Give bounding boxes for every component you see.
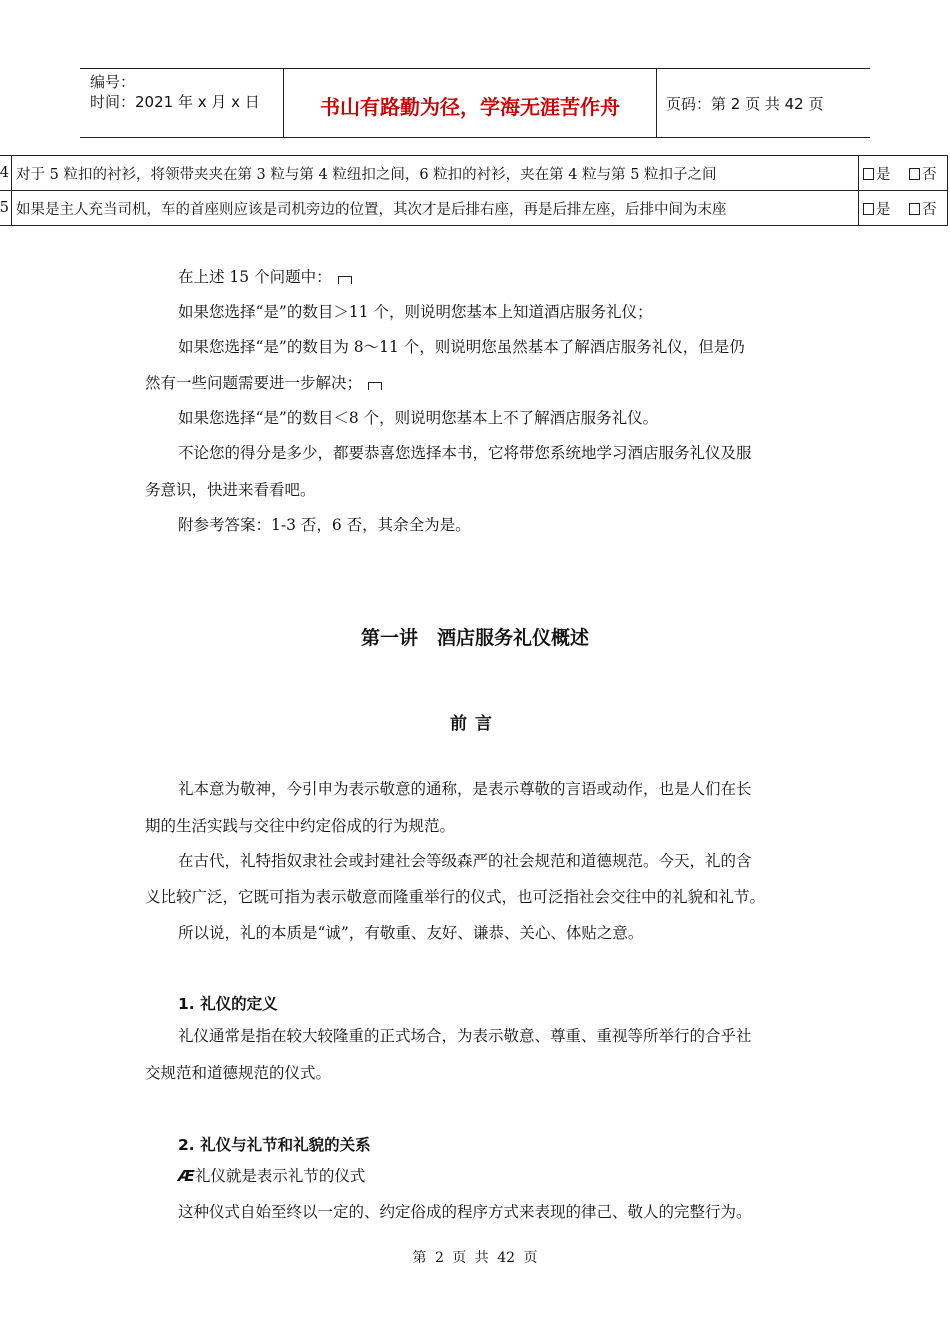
question-text: 如果是主人充当司机，车的首座则应该是司机旁边的位置，其次才是后排右座，再是后排左座，后排中间为末座 — [12, 191, 859, 226]
preface-paragraph-1: 礼本意为敬神，今引申为表示敬意的通称，是表示尊敬的言语或动作，也是人们在长 — [178, 780, 752, 798]
no-option[interactable]: 否 — [909, 163, 937, 184]
serial-label: 编号： — [90, 73, 136, 91]
section-2-bullet: Æ礼仪就是表示礼节的仪式 — [178, 1167, 366, 1185]
answer-options — [859, 156, 948, 191]
section-1-paragraph-cont: 交规范和道德规范的仪式。 — [145, 1064, 332, 1082]
preface-paragraph-3: 所以说，礼的本质是“诚”，有敬重、友好、谦恭、关心、体贴之意。 — [178, 924, 644, 942]
page-info: 页码：第 2 页 共 42 页 — [666, 95, 824, 113]
scoring-case-high: 如果您选择“是”的数目＞11 个，则说明您基本上知道酒店服务礼仪； — [178, 303, 653, 321]
preface-paragraph-1-cont: 期的生活实践与交往中约定俗成的行为规范。 — [145, 817, 456, 835]
checkbox-icon[interactable] — [909, 203, 920, 215]
bullet-glyph: Æ — [178, 1167, 195, 1185]
date-label: 时间：2021 年 x 月 x 日 — [90, 93, 260, 111]
preface-paragraph-2: 在古代，礼特指奴隶社会或封建社会等级森严的社会规范和道德规范。今天，礼的含 — [178, 852, 752, 870]
motto: 书山有路勤为径，学海无涯苦作舟 — [320, 95, 620, 119]
header-motto-cell — [283, 69, 657, 137]
preface-paragraph-2-cont: 义比较广泛，它既可指为表示敬意而隆重举行的仪式，也可泛指社会交往中的礼貌和礼节。 — [145, 888, 766, 906]
scoring-case-mid: 如果您选择“是”的数目为 8～11 个，则说明您虽然基本了解酒店服务礼仪，但是仍 — [178, 338, 745, 356]
section-1-title: 1. 礼仪的定义 — [178, 995, 278, 1013]
scoring-closing: 不论您的得分是多少，都要恭喜您选择本书，它将带您系统地学习酒店服务礼仪及服 — [178, 444, 752, 462]
section-2-paragraph: 这种仪式自始至终以一定的、约定俗成的程序方式来表现的律己、敬人的完整行为。 — [178, 1203, 752, 1221]
checkbox-icon[interactable] — [863, 203, 874, 215]
no-option[interactable]: 否 — [909, 198, 937, 219]
checkbox-icon[interactable] — [909, 168, 920, 180]
section-1-paragraph: 礼仪通常是指在较大较隆重的正式场合，为表示敬意、尊重、重视等所举行的合乎社 — [178, 1027, 752, 1045]
scoring-closing-cont: 务意识，快进来看看吧。 — [145, 481, 316, 499]
scoring-case-low: 如果您选择“是”的数目＜8 个，则说明您基本上不了解酒店服务礼仪。 — [178, 409, 659, 427]
reference-answers: 附参考答案：1-3 否，6 否，其余全为是。 — [178, 516, 471, 534]
question-number: 5 — [0, 191, 12, 226]
scoring-intro: 在上述 15 个问题中： — [178, 266, 352, 288]
edit-mark-icon — [338, 276, 352, 284]
document-header — [80, 68, 870, 138]
answer-options — [859, 191, 948, 226]
yes-option[interactable]: 是 — [863, 198, 891, 219]
edit-mark-icon — [368, 382, 382, 390]
yes-option[interactable]: 是 — [863, 163, 891, 184]
quiz-table — [0, 155, 948, 226]
scoring-case-mid-cont: 然有一些问题需要进一步解决； — [145, 372, 382, 394]
preface-title: 前言 — [450, 714, 500, 734]
checkbox-icon[interactable] — [863, 168, 874, 180]
question-number: 4 — [0, 156, 12, 191]
header-meta-cell — [80, 69, 283, 137]
header-page-cell — [656, 69, 870, 137]
page-footer: 第 2 页 共 42 页 — [412, 1250, 538, 1266]
table-row — [0, 156, 948, 191]
section-2-title: 2. 礼仪与礼节和礼貌的关系 — [178, 1136, 371, 1154]
question-text: 对于 5 粒扣的衬衫，将领带夹夹在第 3 粒与第 4 粒纽扣之间，6 粒扣的衬衫，夹在第 4 粒与第 5 粒扣子之间 — [12, 156, 859, 191]
chapter-title: 第一讲 酒店服务礼仪概述 — [360, 627, 589, 649]
table-row — [0, 191, 948, 226]
